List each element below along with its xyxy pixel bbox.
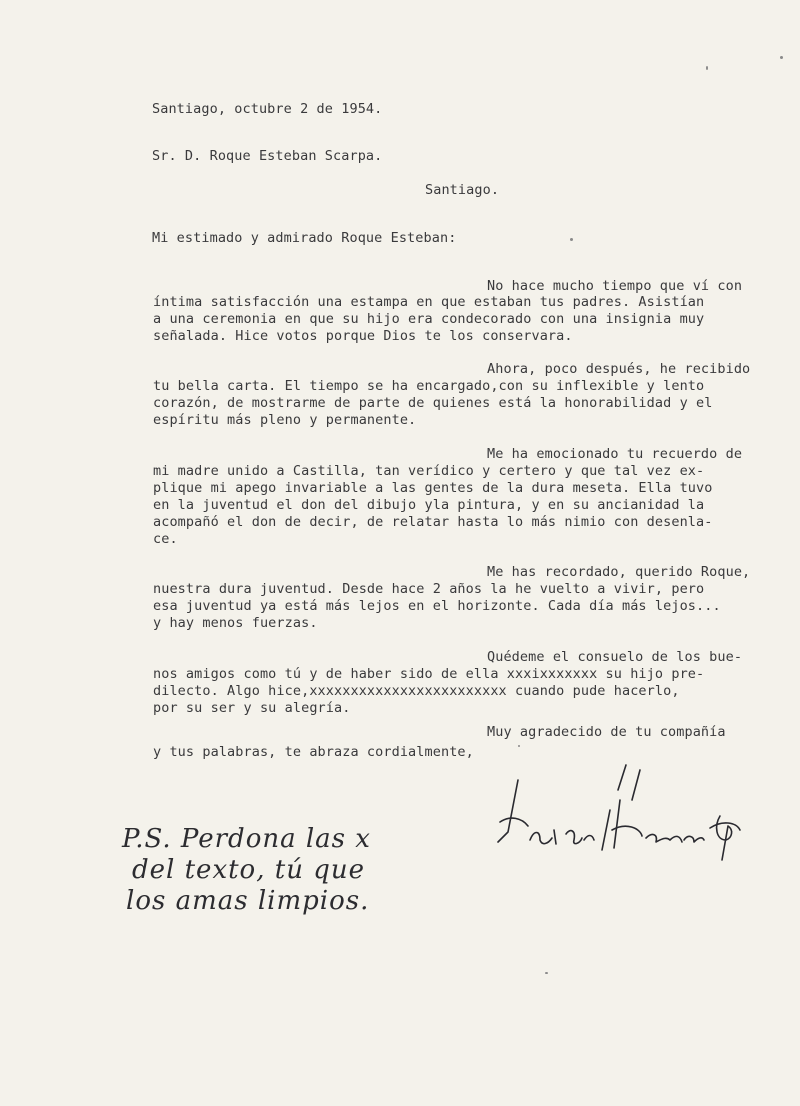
body-line: nuestra dura juventud. Desde hace 2 años la he vuelto a vivir, pero [153,581,705,597]
body-line: señalada. Hice votos porque Dios te los conservara. [153,328,573,344]
body-line: Me ha emocionado tu recuerdo de [487,446,743,462]
body-line: en la juventud el don del dibujo yla pintura, y en su ancianidad la [153,497,705,513]
body-line: Quédeme el consuelo de los bue- [487,649,743,665]
city-line: Santiago. [425,182,500,198]
body-line: Me has recordado, querido Roque, [487,564,751,580]
salutation-line: Mi estimado y admirado Roque Esteban: [152,230,457,246]
body-line: Muy agradecido de tu compañía [487,724,726,740]
body-line: Ahora, poco después, he recibido [487,361,751,377]
body-line: dilecto. Algo hice,xxxxxxxxxxxxxxxxxxxxxxxx cuando pude hacerlo, [153,683,680,699]
paper-speck [570,238,573,241]
postscript-line: los amas limpios. [126,886,370,916]
body-line: y hay menos fuerzas. [153,615,318,631]
body-line: corazón, de mostrarme de parte de quienes está la honorabilidad y el [153,395,713,411]
body-line: ce. [153,531,178,547]
body-line: plique mi apego invariable a las gentes de la dura meseta. Ella tuvo [153,480,713,496]
paper-speck [780,56,783,59]
body-line: No hace mucho tiempo que ví con [487,278,743,294]
body-line: y tus palabras, te abraza cordialmente, [153,744,474,760]
postscript-line: P.S. Perdona las x [122,824,371,854]
body-line: a una ceremonia en que su hijo era condecorado con una insignia muy [153,311,705,327]
date-line: Santiago, octubre 2 de 1954. [152,101,383,117]
body-line: por su ser y su alegría. [153,700,351,716]
body-line: acompañó el don de decir, de relatar hasta lo más nimio con desenla- [153,514,713,530]
signature [470,760,770,880]
paper-speck [545,972,548,974]
body-line: espíritu más pleno y permanente. [153,412,417,428]
body-line: esa juventud ya está más lejos en el horizonte. Cada día más lejos... [153,598,721,614]
body-line: mi madre unido a Castilla, tan verídico y certero y que tal vez ex- [153,463,705,479]
postscript-line: del texto, tú que [132,855,365,885]
paper-speck [706,66,708,70]
paper-speck [518,745,520,747]
body-line: nos amigos como tú y de haber sido de ella xxxixxxxxxx su hijo pre- [153,666,705,682]
body-line: íntima satisfacción una estampa en que estaban tus padres. Asistían [153,294,705,310]
addressee-line: Sr. D. Roque Esteban Scarpa. [152,148,383,164]
body-line: tu bella carta. El tiempo se ha encargado,con su inflexible y lento [153,378,705,394]
